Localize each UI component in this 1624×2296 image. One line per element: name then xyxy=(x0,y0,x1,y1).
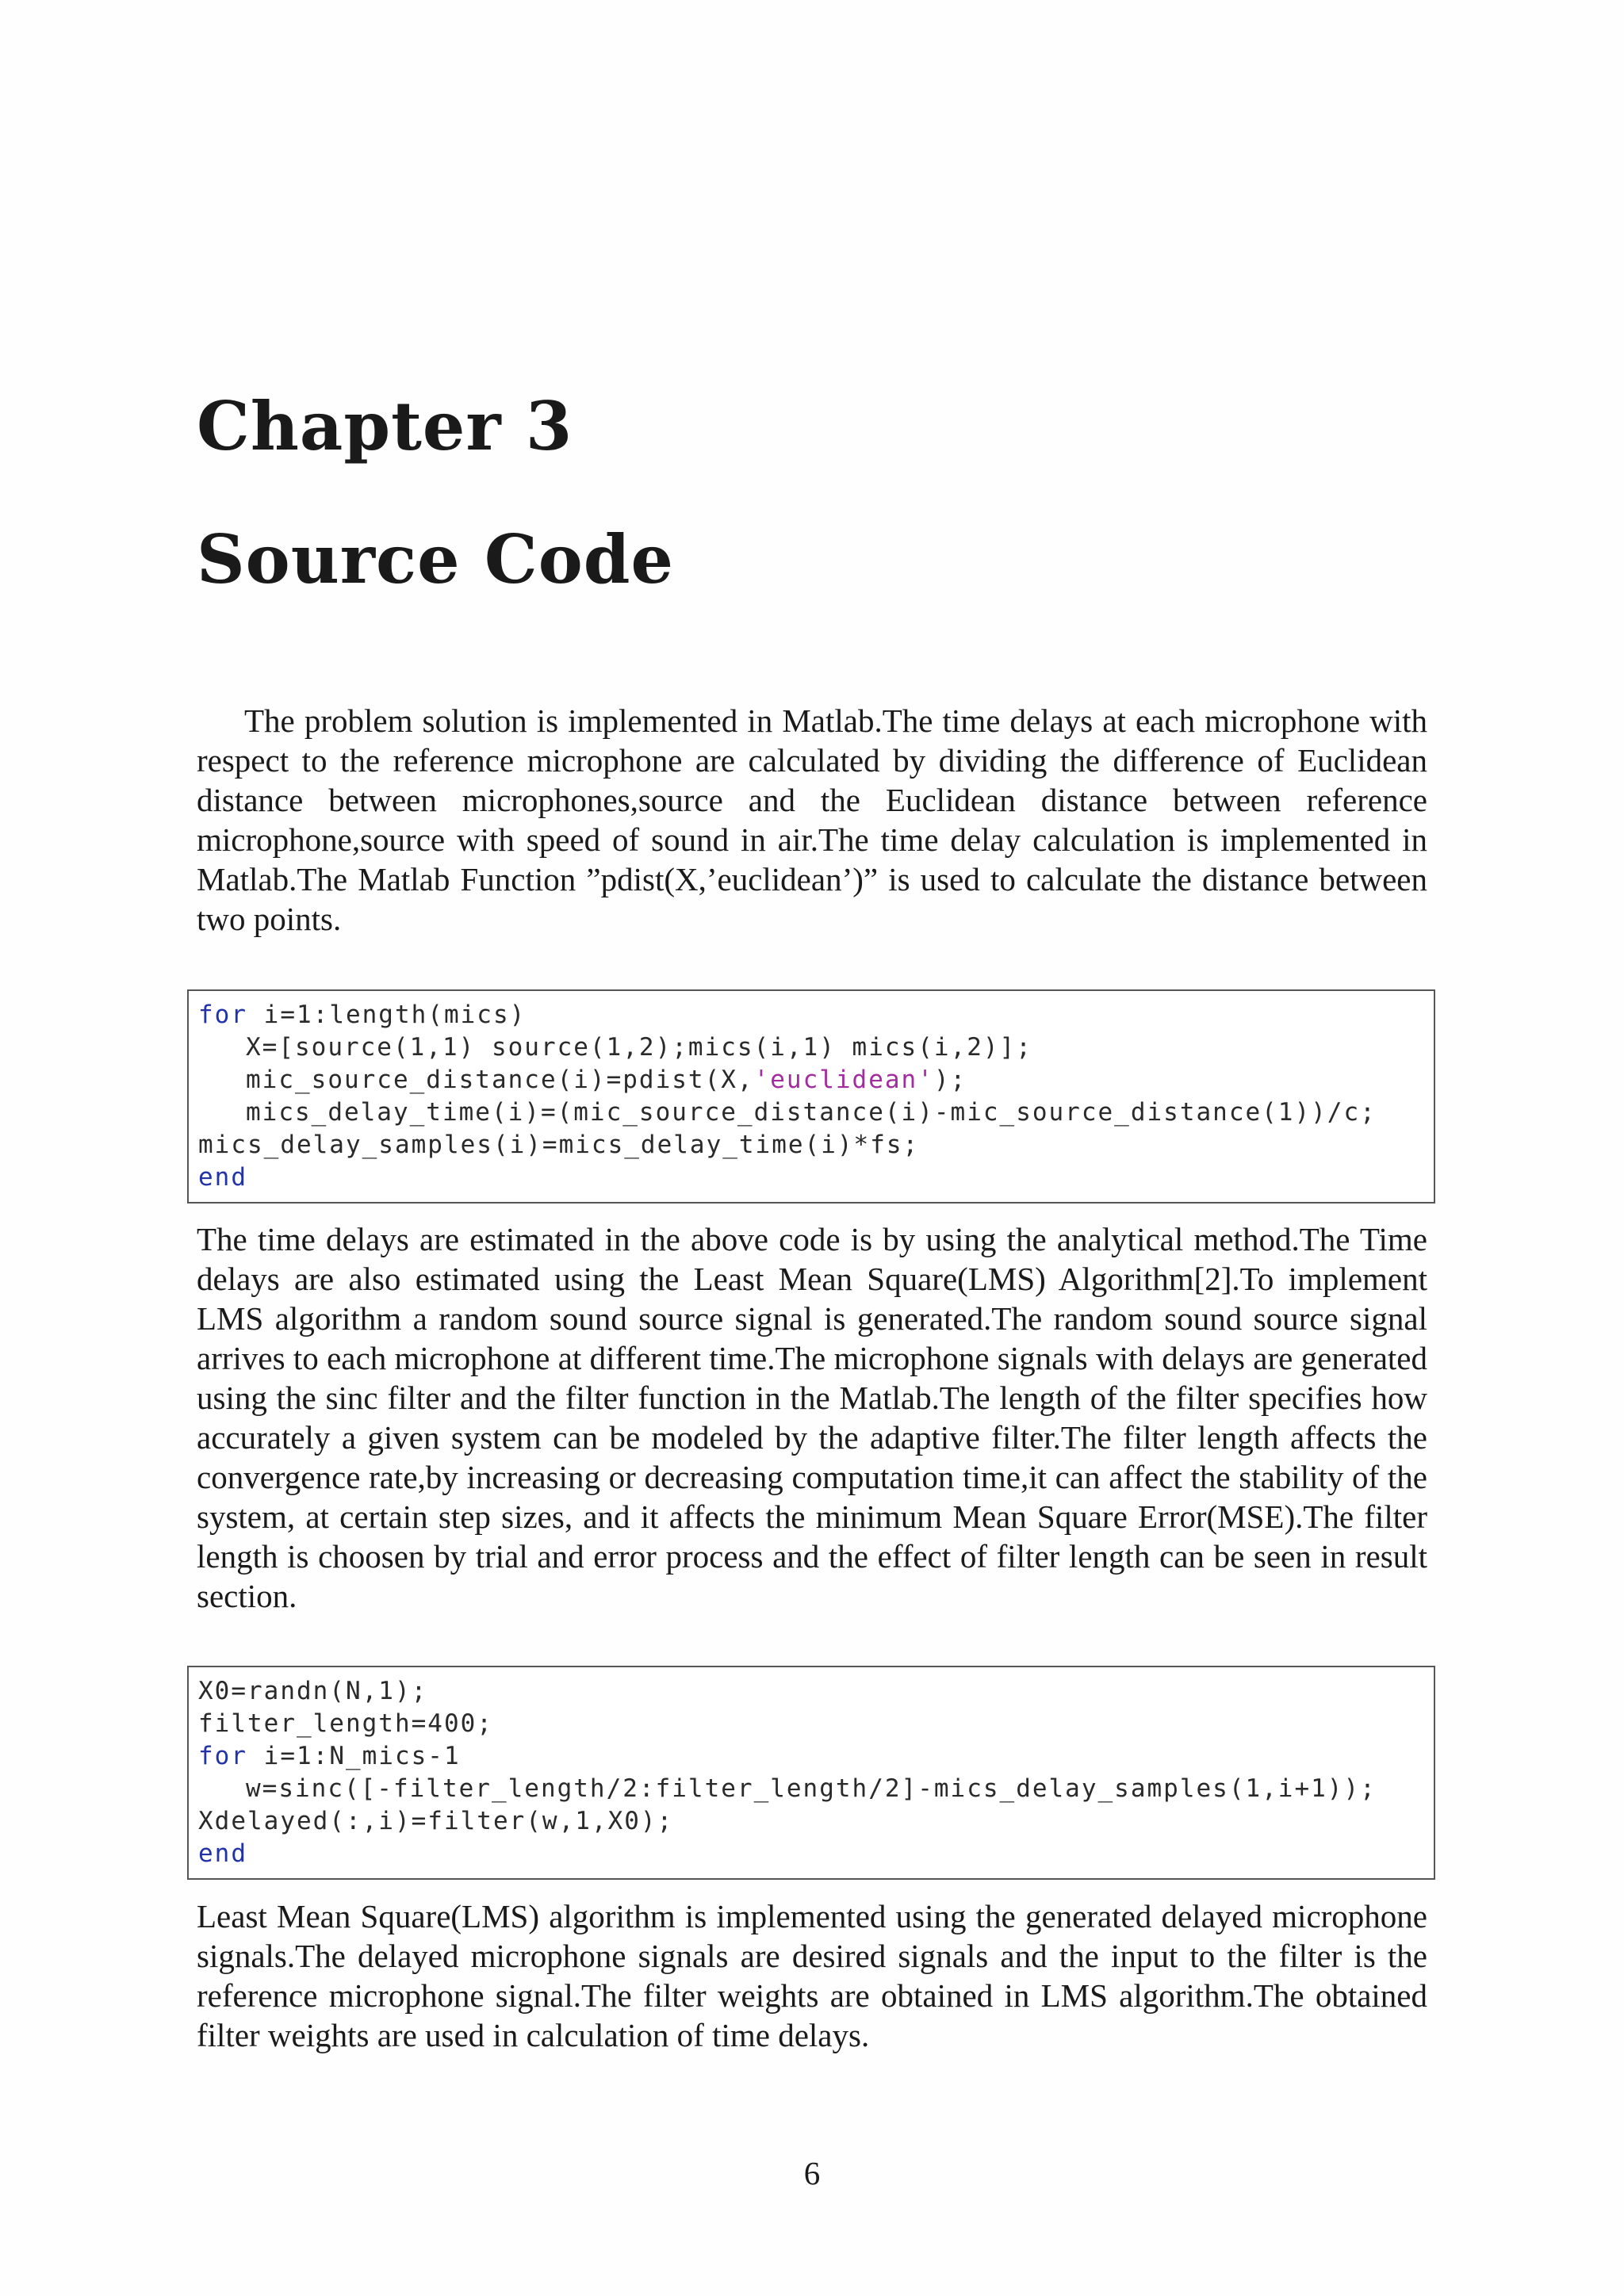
code-listing-delayed-signals xyxy=(187,1666,1435,1880)
code-line: Xdelayed(:,i)=filter(w,1,X0); xyxy=(198,1807,674,1835)
code-text: ); xyxy=(933,1066,967,1094)
lms-implementation-paragraph: Least Mean Square(LMS) algorithm is implemented using the generated delayed microphone signals.The delayed microphone signals are desired signals and the input to the filter is the reference microphone signal.The filter weights are obtained in LMS algorithm.The obtained filter weights are used in calculation of time delays. xyxy=(197,1898,1427,2053)
code-text: i=1:N_mics-1 xyxy=(247,1742,461,1770)
code-line: X0=randn(N,1); xyxy=(198,1677,428,1705)
page-number: 6 xyxy=(803,2155,821,2191)
code-line: filter_length=400; xyxy=(198,1709,493,1738)
code-keyword: for xyxy=(198,1001,247,1029)
code-line: mics_delay_time(i)=(mic_source_distance(i)-mic_source_distance(1))/c; xyxy=(246,1098,1377,1127)
code-line xyxy=(198,1064,1424,1096)
chapter-title: Source Code xyxy=(197,520,674,599)
code-listing-time-delay xyxy=(187,989,1435,1203)
lms-paragraph: The time delays are estimated in the above code is by using the analytical method.The Time delays are also estimated using the Least Mean Square(LMS) Algorithm[2].To implement LMS algorithm a random sound source signal is generated.The random sound source signal arrives to each microphone at different time.The microphone signals with delays are generated using the sinc filter and the filter function in the Matlab.The length of the filter specifies how accurately a given system can be modeled by the adaptive filter.The filter length affects the convergence rate,by increasing or decreasing computation time,it can affect the stability of the system, at certain step sizes, and it affects the minimum Mean Square Error(MSE).The filter length is choosen by trial and error process and the effect of filter length can be seen in result section. xyxy=(197,1221,1427,1614)
code-line xyxy=(198,1161,1424,1194)
code-line xyxy=(198,1838,1424,1870)
code-line xyxy=(198,1740,1424,1773)
code-keyword: for xyxy=(198,1742,247,1770)
code-text: i=1:length(mics) xyxy=(247,1001,527,1029)
chapter-label: Chapter 3 xyxy=(197,387,573,465)
code-string: 'euclidean' xyxy=(753,1066,934,1094)
code-keyword: end xyxy=(198,1163,247,1192)
code-line: X=[source(1,1) source(1,2);mics(i,1) mics(i,2)]; xyxy=(246,1033,1032,1062)
code-keyword: end xyxy=(198,1839,247,1868)
code-text: mic_source_distance(i)=pdist(X, xyxy=(246,1066,754,1094)
code-line: mics_delay_samples(i)=mics_delay_time(i)*fs; xyxy=(198,1131,920,1159)
code-line xyxy=(198,999,1424,1031)
code-line: w=sinc([-filter_length/2:filter_length/2]-mics_delay_samples(1,i+1)); xyxy=(246,1774,1377,1803)
intro-paragraph: The problem solution is implemented in Matlab.The time delays at each microphone with respect to the reference microphone are calculated by dividing the difference of Euclidean distance between microphones,source and the Euclidean distance between reference microphone,source with speed of sound in air.The time delay calculation is implemented in Matlab.The Matlab Function ”pdist(X,’euclidean’)” is used to calculate the distance between two points. xyxy=(197,702,1427,937)
